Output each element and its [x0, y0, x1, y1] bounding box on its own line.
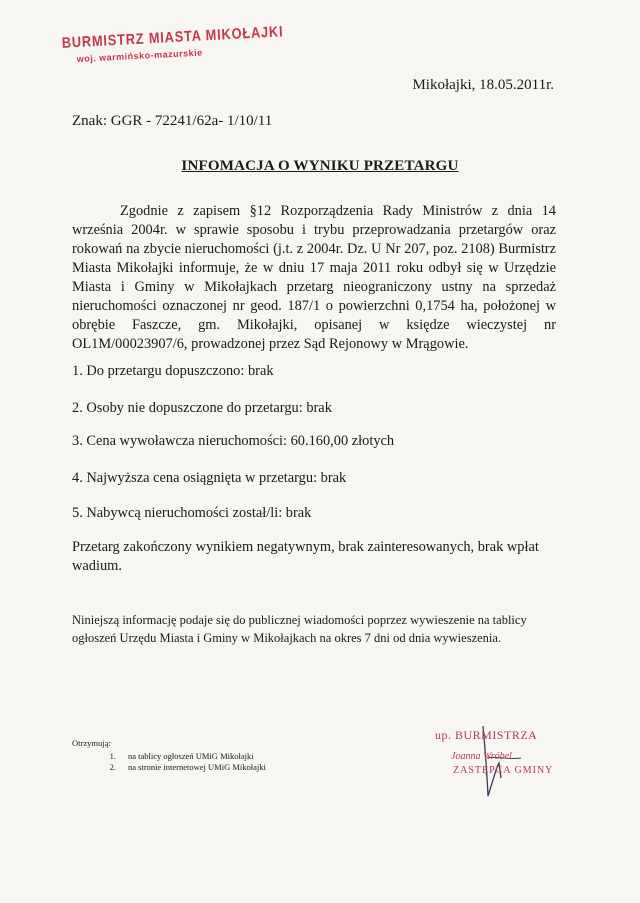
result-item-5: 5. Nabywcą nieruchomości został/li: brak [72, 505, 312, 521]
recipients-block [72, 738, 266, 773]
signature-title: up. BURMISTRZA [435, 728, 538, 742]
recipient-number: 2. [109, 762, 116, 772]
office-stamp [61, 21, 323, 65]
place-date: Mikołajki, 18.05.2011r. [412, 77, 554, 93]
body-paragraph: Zgodnie z zapisem §12 Rozporządzenia Rady Ministrów z dnia 14 września 2004r. w sprawie sposobu i trybu przeprowadzania przetargów oraz rokowań na zbycie nieruchomości (j.t. z 2004r. Dz. U Nr 207, poz. 2108) Burmistrz Miasta Mikołajki informuje, że w dniu 17 maja 2011 roku odbył się w Urzędzie Miasta i Gminy w Mikołajkach przetarg nieograniczony ustny na sprzedaż nieruchomości oznaczonej nr geod. 187/1 o powierzchni 0,1754 ha, położonej w obrębie Faszcze, gm. Mikołajki, opisanej w księdze wieczystej nr OL1M/00023907/6, prowadzonej przez Sąd Rejonowy w Mrągowie. [72, 203, 556, 352]
result-item-2: 2. Osoby nie dopuszczone do przetargu: brak [72, 400, 332, 416]
recipient-number: 1. [109, 751, 116, 761]
document-title: INFOMACJA O WYNIKU PRZETARGU [181, 158, 459, 174]
recipients-label: Otrzymują: [72, 738, 111, 748]
result-item-4: 4. Najwyższa cena osiągnięta w przetargu: brak [72, 470, 347, 486]
recipient-item [72, 751, 266, 762]
conclusion-paragraph: Przetarg zakończony wynikiem negatywnym, brak zainteresowanych, brak wpłat wadium. [72, 539, 539, 574]
stamp-office-name: BURMISTRZ MIASTA MIKOŁAJKI [61, 23, 284, 52]
recipient-text: na stronie internetowej UMiG Mikołajki [128, 762, 266, 772]
signature-name: Joanna Wróbel [451, 751, 512, 762]
reference-number: Znak: GGR - 72241/62a- 1/10/11 [72, 113, 273, 129]
notice-paragraph: Niniejszą informację podaje się do publicznej wiadomości poprzez wywieszenie na tablicy ogłoszeń Urzędu Miasta i Gminy w Mikołajkach na okres 7 dni od dnia wywieszenia. [72, 613, 527, 645]
signature-position: ZASTĘPCA GMINY [453, 765, 554, 776]
recipient-text: na tablicy ogłoszeń UMiG Mikołajki [128, 751, 254, 761]
result-item-1: 1. Do przetargu dopuszczono: brak [72, 363, 274, 379]
stamp-region: woj. warmińsko-mazurskie [76, 47, 203, 65]
recipient-item [72, 762, 266, 773]
signature-stamp [425, 718, 575, 808]
recipients-list [72, 751, 266, 773]
result-item-3: 3. Cena wywoławcza nieruchomości: 60.160,00 złotych [72, 433, 395, 449]
